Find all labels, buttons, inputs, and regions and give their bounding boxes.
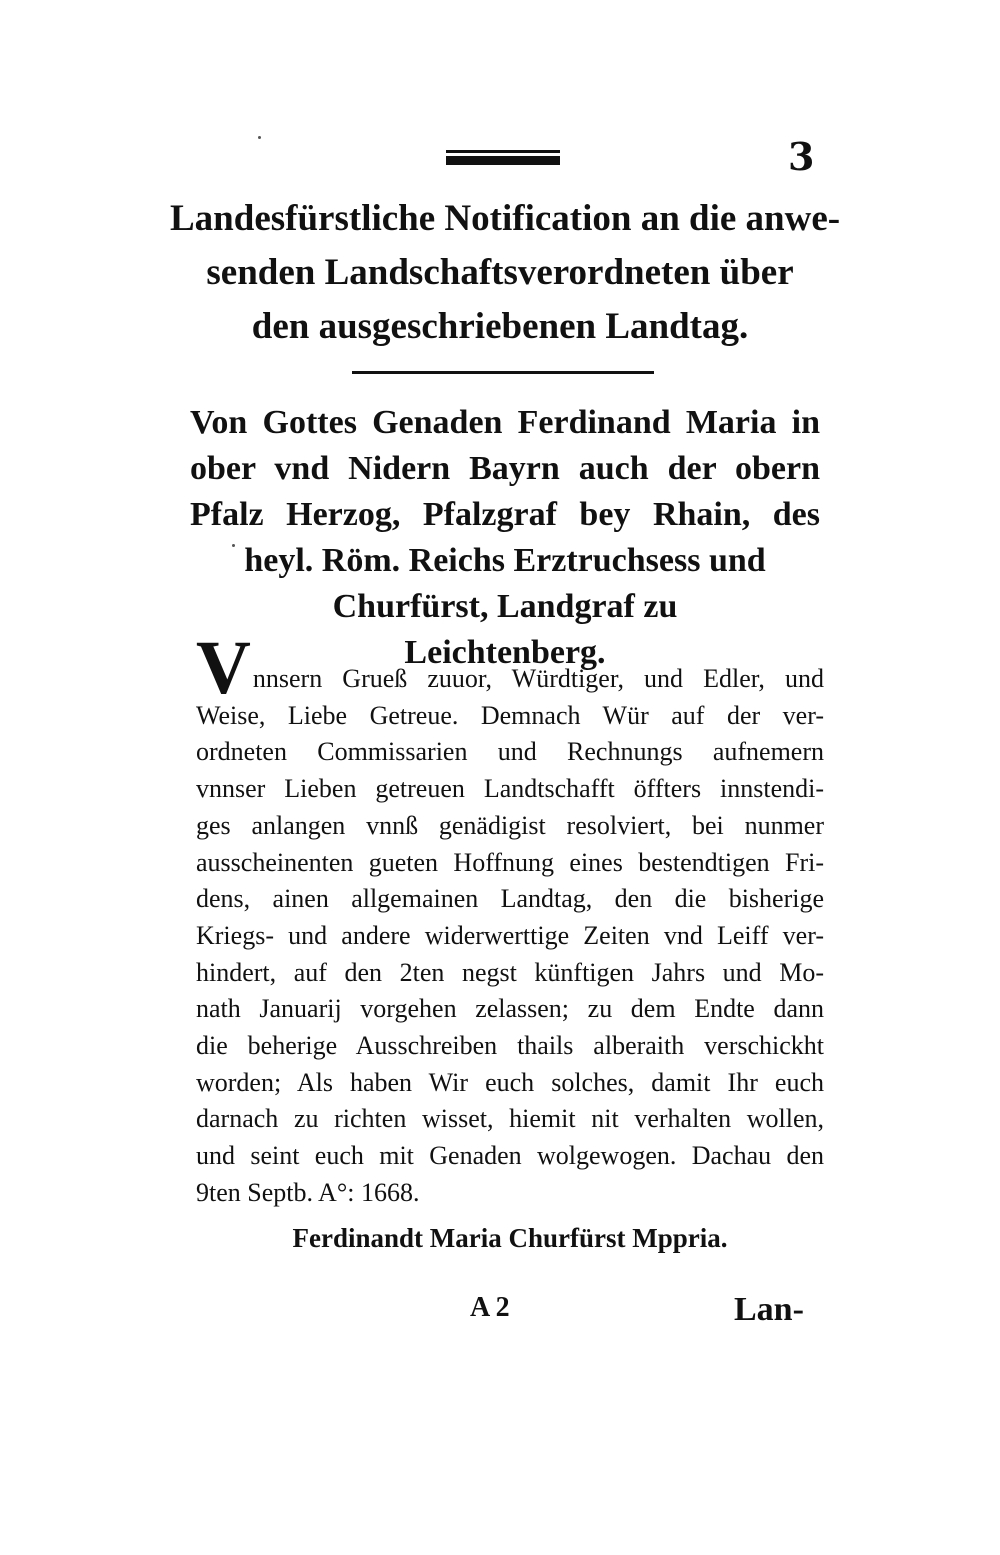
catchword: Lan- [734,1291,804,1328]
header-rule-thin [446,150,560,153]
body-line: vnnser Lieben getreuen Landtschafft öffters innstendi- [196,774,824,804]
body-line: dens, ainen allgemainen Landtag, den die bisherige [196,884,824,914]
title-line: den ausgeschriebenen Landtag. [251,306,749,347]
header-rule-thick [446,156,560,165]
page-number: 3 [788,134,815,179]
salutation-block [190,400,820,676]
section-divider [352,371,654,374]
salutation-line: Leichtenberg. [404,634,606,671]
title-line: senden Landschaftsverordneten über [206,252,794,293]
salutation-line: Churfürst, Landgraf zu [332,588,678,625]
body-line-text: nnsern Grueß zuuor, Würdtiger, und Edler, und [252,664,824,693]
title-line: Landesfürstliche Notification an die anwe- [170,198,841,239]
body-line: darnach zu richten wisset, hiemit nit verhalten wollen, [196,1104,824,1134]
body-line: und seint euch mit Genaden wolgewogen. Dachau den [196,1141,824,1171]
letter-body [196,626,824,1212]
salutation-line: Von Gottes Genaden Ferdinand Maria in [190,404,820,441]
body-line: ausscheinenten gueten Hoffnung eines bestendtigen Fri- [196,847,824,877]
drop-initial: V [196,626,251,710]
salutation-line: ober vnd Nidern Bayrn auch der obern [190,450,820,487]
printer-signature-mark: A 2 [470,1292,510,1323]
signature-line: Ferdinandt Maria Churfürst Mppria. [292,1223,728,1253]
body-line: Weise, Liebe Getreue. Demnach Wür auf der ver- [196,700,824,730]
body-line: ordneten Commissarien und Rechnungs aufnemern [196,737,824,767]
salutation-line: heyl. Röm. Reichs Erztruchsess und [244,542,766,579]
body-line: ges anlangen vnnß genädigist resolviert, bei nunmer [196,810,824,840]
salutation-line: Pfalz Herzog, Pfalzgraf bey Rhain, des [190,496,820,533]
header-double-rule [446,150,560,165]
body-line: nath Januarij vorgehen zelassen; zu dem Endte dann [196,994,824,1024]
body-line: die beherige Ausschreiben thails alberaith verschickht [196,1031,824,1061]
body-line: Kriegs- und andere widerwerttige Zeiten vnd Leiff ver- [196,920,824,950]
body-line: hindert, auf den 2ten negst künftigen Jahrs und Mo- [196,957,824,987]
paper-speck [258,136,261,139]
section-title [170,192,841,354]
body-line [196,626,824,710]
body-line: 9ten Septb. A°: 1668. [196,1177,420,1207]
paper-speck [232,544,235,547]
body-line: worden; Als haben Wir euch solches, damit Ihr euch [196,1067,824,1097]
